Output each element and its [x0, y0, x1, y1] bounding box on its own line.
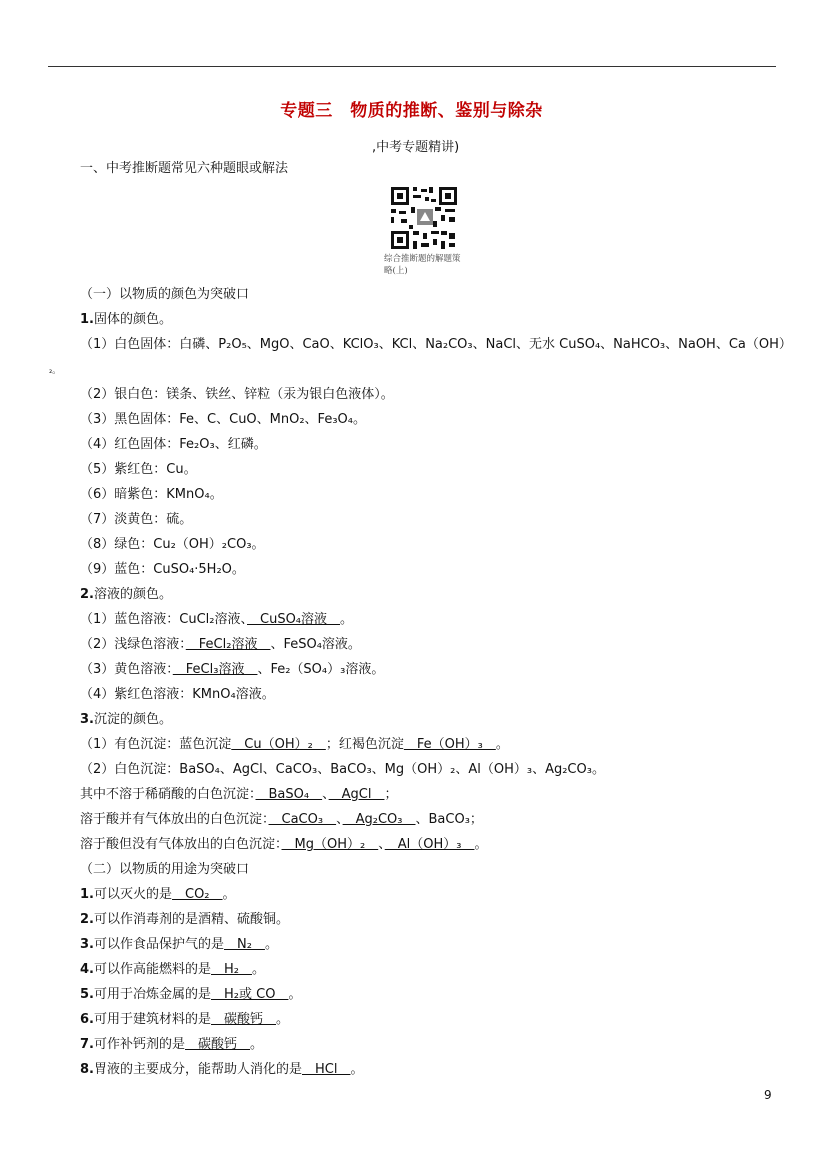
blue-solids: （9）蓝色：CuSO₄·5H₂O。: [80, 562, 245, 577]
answer-blank: H₂: [211, 962, 252, 977]
answer-blank: Fe（OH）₃: [403, 737, 496, 752]
usage-item: 8.胃液的主要成分，能帮助人消化的是 HCl 。: [80, 1062, 364, 1077]
section-heading: 一、中考推断题常见六种题眼或解法: [80, 161, 289, 176]
answer-blank: FeCl₂溶液: [185, 637, 271, 652]
answer-blank: FeCl₃溶液: [172, 662, 258, 677]
silver-solids: （2）银白色：镁条、铁丝、锌粒（汞为银白色液体）。: [80, 387, 394, 402]
usage-item: 2.可以作消毒剂的是酒精、硫酸铜。: [80, 912, 289, 927]
red-solids: （4）红色固体：Fe₂O₃、红磷。: [80, 437, 267, 452]
page-subtitle: ,中考专题精讲): [372, 140, 460, 155]
insoluble-precipitates: 其中不溶于稀硝酸的白色沉淀： BaSO₄ 、 AgCl ；: [80, 787, 398, 802]
yellow-solutions: （3）黄色溶液： FeCl₃溶液 、Fe₂（SO₄）₃溶液。: [80, 662, 385, 677]
darkpurple-solids: （6）暗紫色：KMnO₄。: [80, 487, 223, 502]
blue-solutions: （1）蓝色溶液：CuCl₂溶液、 CuSO₄溶液 。: [80, 612, 354, 627]
usage-item: 3.可以作食品保护气的是 N₂ 。: [80, 937, 278, 952]
answer-blank: HCl: [302, 1062, 351, 1077]
lightgreen-solutions: （2）浅绿色溶液： FeCl₂溶液 、FeSO₄溶液。: [80, 637, 361, 652]
top-rule: [48, 66, 776, 67]
black-solids: （3）黑色固体：Fe、C、CuO、MnO₂、Fe₃O₄。: [80, 412, 366, 427]
green-solids: （8）绿色：Cu₂（OH）₂CO₃。: [80, 537, 265, 552]
solution-color-heading: 2.溶液的颜色。: [80, 587, 172, 602]
answer-blank: H₂或 CO: [211, 987, 289, 1002]
purplered-solids: （5）紫红色：Cu。: [80, 462, 197, 477]
white-precipitates: （2）白色沉淀：BaSO₄、AgCl、CaCO₃、BaCO₃、Mg（OH）₂、Al（OH）₃、Ag₂CO₃。: [80, 762, 605, 777]
page-number: 9: [764, 1088, 772, 1102]
page-title: 专题三 物质的推断、鉴别与除杂: [280, 101, 543, 121]
answer-blank: CaCO₃: [268, 812, 337, 827]
answer-blank: Al（OH）₃: [384, 837, 475, 852]
answer-blank: BaSO₄: [255, 787, 323, 802]
answer-blank: CuSO₄溶液: [247, 612, 341, 627]
solid-color-heading: 1.固体的颜色。: [80, 312, 172, 327]
part1-heading: （一）以物质的颜色为突破口: [80, 287, 250, 302]
gas-precipitates: 溶于酸并有气体放出的白色沉淀： CaCO₃ 、 Ag₂CO₃ 、BaCO₃；: [80, 812, 483, 827]
answer-blank: Cu（OH）₂: [231, 737, 326, 752]
answer-blank: N₂: [224, 937, 265, 952]
usage-item: 1.可以灭火的是 CO₂ 。: [80, 887, 236, 902]
precipitate-color-heading: 3.沉淀的颜色。: [80, 712, 172, 727]
answer-blank: Mg（OH）₂: [281, 837, 379, 852]
usage-item: 6.可用于建筑材料的是 碳酸钙 。: [80, 1012, 290, 1027]
answer-blank: 碳酸钙: [211, 1012, 277, 1027]
white-solids-continued: ₂。: [49, 366, 61, 375]
qr-code-image: [389, 185, 459, 251]
purple-solutions: （4）紫红色溶液：KMnO₄溶液。: [80, 687, 275, 702]
part2-heading: （二）以物质的用途为突破口: [80, 862, 250, 877]
usage-item: 7.可作补钙剂的是 碳酸钙 。: [80, 1037, 264, 1052]
white-solids: （1）白色固体：白磷、P₂O₅、MgO、CaO、KClO₃、KCl、Na₂CO₃、NaCl、无水 CuSO₄、NaHCO₃、NaOH、Ca（OH）: [80, 337, 792, 352]
answer-blank: CO₂: [172, 887, 223, 902]
nogas-precipitates: 溶于酸但没有气体放出的白色沉淀： Mg（OH）₂ 、 Al（OH）₃ 。: [80, 837, 488, 852]
answer-blank: Ag₂CO₃: [342, 812, 416, 827]
answer-blank: 碳酸钙: [185, 1037, 251, 1052]
answer-blank: AgCl: [328, 787, 385, 802]
lightyellow-solids: （7）淡黄色：硫。: [80, 512, 193, 527]
usage-item: 5.可用于冶炼金属的是 H₂或 CO 。: [80, 987, 302, 1002]
usage-item: 4.可以作高能燃料的是 H₂ 。: [80, 962, 266, 977]
colored-precipitates: （1）有色沉淀：蓝色沉淀 Cu（OH）₂ ；红褐色沉淀 Fe（OH）₃ 。: [80, 737, 509, 752]
qr-caption: 综合推断题的解题策略(上): [384, 254, 461, 276]
